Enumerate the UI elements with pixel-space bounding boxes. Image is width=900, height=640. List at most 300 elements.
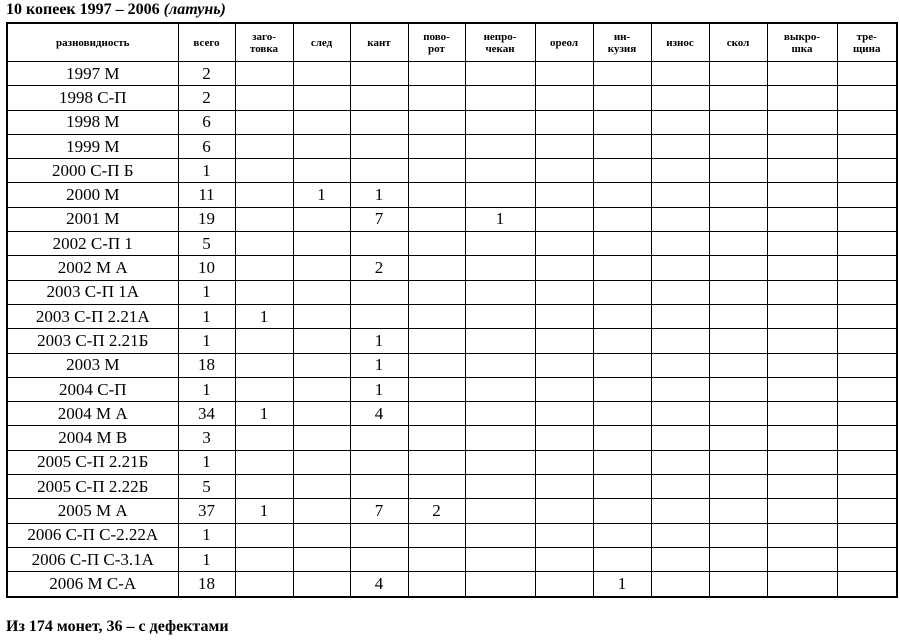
table-row [7,353,897,377]
defect-count-cell [767,547,837,571]
total-cell: 19 [178,207,235,231]
table-row [7,183,897,207]
defect-count-cell [767,280,837,304]
defect-count-cell [837,207,897,231]
column-header: тре- щина [837,23,897,62]
variety-cell: 2006 С-П С-3.1А [7,547,178,571]
defect-count-cell [709,183,767,207]
document-title [6,0,226,20]
defect-count-cell [651,134,709,158]
defect-count-cell [293,353,350,377]
defect-count-cell [837,475,897,499]
table-row [7,86,897,110]
defect-count-cell [465,499,535,523]
defect-count-cell [235,450,293,474]
defect-count-cell [593,353,651,377]
defect-count-cell [350,547,408,571]
defect-count-cell [408,426,465,450]
defect-count-cell [350,232,408,256]
defect-count-cell [837,499,897,523]
defect-count-cell [408,329,465,353]
defect-count-cell [593,499,651,523]
defect-count-cell [709,547,767,571]
defect-count-cell [235,159,293,183]
defect-count-cell [293,402,350,426]
table-row [7,159,897,183]
defect-count-cell [465,134,535,158]
defect-count-cell [593,232,651,256]
defect-count-cell [408,207,465,231]
defect-count-cell [709,426,767,450]
variety-cell: 2000 М [7,183,178,207]
defect-count-cell [593,110,651,134]
defect-count-cell [651,256,709,280]
defect-count-cell [651,232,709,256]
variety-cell: 2002 М А [7,256,178,280]
defect-count-cell [408,304,465,328]
total-cell: 1 [178,280,235,304]
defect-count-cell [837,159,897,183]
defect-count-cell [465,159,535,183]
defect-count-cell [593,134,651,158]
defect-count-cell [651,159,709,183]
defect-count-cell [465,426,535,450]
defect-count-cell: 1 [235,402,293,426]
defect-count-cell [293,547,350,571]
defect-count-cell [709,86,767,110]
defect-count-cell [767,353,837,377]
variety-cell: 2006 М С-А [7,572,178,597]
defect-count-cell [535,159,593,183]
defect-count-cell [293,232,350,256]
defect-count-cell [593,523,651,547]
defect-count-cell [235,134,293,158]
defect-count-cell [651,86,709,110]
defect-count-cell: 1 [350,183,408,207]
defect-count-cell [465,475,535,499]
defect-count-cell [408,377,465,401]
total-cell: 6 [178,134,235,158]
defect-count-cell [535,499,593,523]
table-row [7,499,897,523]
defect-count-cell [767,426,837,450]
defect-count-cell [235,353,293,377]
column-header: пово- рот [408,23,465,62]
defect-count-cell [593,256,651,280]
defect-count-cell [593,62,651,86]
title-material: (латунь) [163,1,226,18]
defect-count-cell: 1 [293,183,350,207]
defect-count-cell [837,353,897,377]
defect-count-cell [837,523,897,547]
table-row [7,207,897,231]
defect-count-cell: 1 [465,207,535,231]
defect-count-cell: 2 [350,256,408,280]
defect-count-cell [408,402,465,426]
table-row [7,572,897,597]
defect-count-cell [651,207,709,231]
defect-count-cell [709,353,767,377]
defect-count-cell: 1 [350,353,408,377]
defect-count-cell [709,377,767,401]
defect-count-cell [465,353,535,377]
table-row [7,377,897,401]
defect-count-cell [593,547,651,571]
defect-count-cell [408,450,465,474]
defect-count-cell [709,450,767,474]
defect-count-cell [837,110,897,134]
defect-count-cell [651,523,709,547]
defect-count-cell [709,110,767,134]
defect-count-cell [465,110,535,134]
table-row [7,256,897,280]
defect-count-cell [709,402,767,426]
defect-count-cell [767,110,837,134]
defect-count-cell [293,572,350,597]
defect-count-cell [593,450,651,474]
total-cell: 10 [178,256,235,280]
total-cell: 34 [178,402,235,426]
defect-count-cell [767,402,837,426]
variety-cell: 2005 С-П 2.21Б [7,450,178,474]
table-row [7,304,897,328]
defect-count-cell [293,523,350,547]
defect-count-cell: 4 [350,572,408,597]
defect-count-cell [465,329,535,353]
defect-count-cell [709,304,767,328]
defect-count-cell [593,304,651,328]
defect-count-cell [465,572,535,597]
defect-count-cell: 1 [350,377,408,401]
total-cell: 6 [178,110,235,134]
defect-count-cell [535,547,593,571]
defect-count-cell [837,134,897,158]
defect-count-cell [293,62,350,86]
column-header: след [293,23,350,62]
defect-count-cell [350,159,408,183]
defect-count-cell [767,572,837,597]
defect-count-cell [593,329,651,353]
defect-count-cell [293,110,350,134]
defect-count-cell [350,475,408,499]
defect-count-cell [651,450,709,474]
defect-count-cell [535,256,593,280]
defect-count-cell [465,62,535,86]
table-row [7,523,897,547]
table-row [7,450,897,474]
variety-cell: 2001 М [7,207,178,231]
defect-count-cell [593,377,651,401]
variety-cell: 1998 М [7,110,178,134]
defect-count-cell [767,475,837,499]
column-header: разновидность [7,23,178,62]
defect-count-cell [651,304,709,328]
table-row [7,62,897,86]
defect-count-cell [767,256,837,280]
defect-count-cell [535,207,593,231]
defect-count-cell: 7 [350,207,408,231]
defect-count-cell [408,183,465,207]
column-header: кант [350,23,408,62]
column-header: ин- кузия [593,23,651,62]
defect-count-cell [535,572,593,597]
defect-count-cell [350,304,408,328]
defect-count-cell [767,523,837,547]
total-cell: 1 [178,377,235,401]
defect-count-cell [408,572,465,597]
defect-count-cell [350,280,408,304]
table-row [7,547,897,571]
column-header: ореол [535,23,593,62]
defect-count-cell [350,62,408,86]
defect-count-cell [293,426,350,450]
defect-count-cell [535,62,593,86]
header-row [7,23,897,62]
defect-count-cell [293,475,350,499]
total-cell: 1 [178,547,235,571]
total-cell: 5 [178,475,235,499]
defect-count-cell [837,329,897,353]
column-header: скол [709,23,767,62]
defect-count-cell [651,183,709,207]
defect-count-cell [235,377,293,401]
defect-count-cell [535,426,593,450]
defect-count-cell [535,475,593,499]
defect-count-cell [837,426,897,450]
defect-count-cell [767,499,837,523]
defect-count-cell [293,280,350,304]
column-header: всего [178,23,235,62]
defect-count-cell [651,329,709,353]
variety-cell: 2003 М [7,353,178,377]
defect-count-cell: 4 [350,402,408,426]
defect-count-cell [408,353,465,377]
defect-count-cell [651,426,709,450]
defect-count-cell [465,232,535,256]
defect-count-cell [235,110,293,134]
defect-count-cell [408,256,465,280]
defect-count-cell [535,450,593,474]
table-row [7,402,897,426]
defect-count-cell [465,402,535,426]
defect-count-cell [837,256,897,280]
defect-count-cell [767,86,837,110]
defect-count-cell [535,523,593,547]
defect-count-cell [535,110,593,134]
defect-count-cell [837,572,897,597]
summary-footer: Из 174 монет, 36 – с дефектами [6,618,229,635]
defect-count-cell [767,183,837,207]
defect-count-cell [651,475,709,499]
column-header: износ [651,23,709,62]
defect-count-cell [465,450,535,474]
table-body [7,62,897,597]
defect-count-cell [651,499,709,523]
defect-count-cell [465,86,535,110]
defect-count-cell [837,402,897,426]
defect-count-cell [593,475,651,499]
table-row [7,134,897,158]
defect-count-cell [465,280,535,304]
defect-count-cell [709,280,767,304]
defect-count-cell: 2 [408,499,465,523]
defect-count-cell [767,329,837,353]
total-cell: 5 [178,232,235,256]
defect-count-cell [709,207,767,231]
defect-count-cell [837,62,897,86]
defect-count-cell [593,402,651,426]
defect-count-cell [767,62,837,86]
variety-cell: 2005 С-П 2.22Б [7,475,178,499]
variety-cell: 2004 М В [7,426,178,450]
defect-count-cell [465,256,535,280]
defect-count-cell [535,183,593,207]
defect-count-cell [293,450,350,474]
defect-count-cell [767,304,837,328]
defect-count-cell [593,426,651,450]
variety-cell: 2004 М А [7,402,178,426]
defect-count-cell [408,547,465,571]
defect-count-cell [235,547,293,571]
defect-count-cell [350,426,408,450]
total-cell: 37 [178,499,235,523]
defect-count-cell: 7 [350,499,408,523]
defect-count-cell [235,475,293,499]
defect-count-cell [593,183,651,207]
total-cell: 1 [178,329,235,353]
defect-count-cell [767,450,837,474]
variety-cell: 2003 С-П 2.21А [7,304,178,328]
defect-count-cell [465,377,535,401]
defect-count-cell [709,232,767,256]
defect-count-cell [709,134,767,158]
defect-count-cell [408,475,465,499]
defect-count-cell: 1 [235,499,293,523]
defect-count-cell [709,256,767,280]
defect-count-cell [709,499,767,523]
defect-count-cell [651,110,709,134]
defect-count-cell [235,62,293,86]
defect-count-cell [837,450,897,474]
defect-count-cell [408,62,465,86]
defect-count-cell [293,86,350,110]
defect-count-cell [535,353,593,377]
defect-count-cell [350,450,408,474]
defect-count-cell [837,86,897,110]
defect-count-cell [465,523,535,547]
defect-count-cell [293,499,350,523]
defect-count-cell [651,62,709,86]
defect-count-cell [651,572,709,597]
defect-count-cell [709,572,767,597]
defect-count-cell: 1 [593,572,651,597]
defect-count-cell [293,256,350,280]
defect-count-cell [709,62,767,86]
defect-count-cell [837,547,897,571]
table-row [7,280,897,304]
defect-count-cell [465,547,535,571]
variety-cell: 2006 С-П С-2.22А [7,523,178,547]
defect-count-cell [767,134,837,158]
defect-count-cell [837,377,897,401]
defect-count-cell [408,159,465,183]
defect-count-cell [293,377,350,401]
defect-count-cell [593,280,651,304]
defect-count-cell [767,207,837,231]
defect-count-cell [235,426,293,450]
defect-count-cell [465,183,535,207]
defect-count-cell [535,304,593,328]
defect-count-cell [837,280,897,304]
total-cell: 2 [178,86,235,110]
defect-count-cell [593,207,651,231]
defect-count-cell [293,329,350,353]
defect-count-cell [350,110,408,134]
defect-count-cell [837,183,897,207]
variety-cell: 2004 С-П [7,377,178,401]
defect-count-cell [235,523,293,547]
variety-cell: 2000 С-П Б [7,159,178,183]
total-cell: 11 [178,183,235,207]
total-cell: 1 [178,523,235,547]
defect-count-cell [593,159,651,183]
defect-count-cell [651,377,709,401]
table-row [7,110,897,134]
variety-cell: 2003 С-П 1А [7,280,178,304]
defect-count-cell [651,402,709,426]
defect-count-cell [408,280,465,304]
defect-count-cell [350,134,408,158]
table-row [7,475,897,499]
variety-cell: 1997 М [7,62,178,86]
defect-count-cell [235,329,293,353]
title-main: 10 копеек 1997 – 2006 [6,1,160,18]
defect-count-cell [767,377,837,401]
defect-count-cell [593,86,651,110]
defect-count-cell: 1 [235,304,293,328]
defect-count-cell [767,232,837,256]
defect-count-cell [767,159,837,183]
total-cell: 1 [178,159,235,183]
defect-count-cell [408,523,465,547]
defect-count-cell [235,183,293,207]
defect-count-cell [293,207,350,231]
variety-cell: 2005 М А [7,499,178,523]
defect-count-cell [293,159,350,183]
table-header [7,23,897,62]
defect-count-cell [235,207,293,231]
defect-count-cell [535,329,593,353]
total-cell: 1 [178,450,235,474]
defect-count-cell [837,232,897,256]
defect-count-cell [235,256,293,280]
defect-count-cell [408,110,465,134]
defect-count-cell: 1 [350,329,408,353]
total-cell: 2 [178,62,235,86]
defect-count-cell [465,304,535,328]
variety-cell: 2002 С-П 1 [7,232,178,256]
defect-count-cell [709,475,767,499]
total-cell: 3 [178,426,235,450]
table-row [7,426,897,450]
column-header: выкро- шка [767,23,837,62]
defect-count-cell [350,523,408,547]
total-cell: 18 [178,353,235,377]
defect-count-cell [837,304,897,328]
defect-count-cell [235,86,293,110]
total-cell: 18 [178,572,235,597]
defect-count-cell [408,232,465,256]
